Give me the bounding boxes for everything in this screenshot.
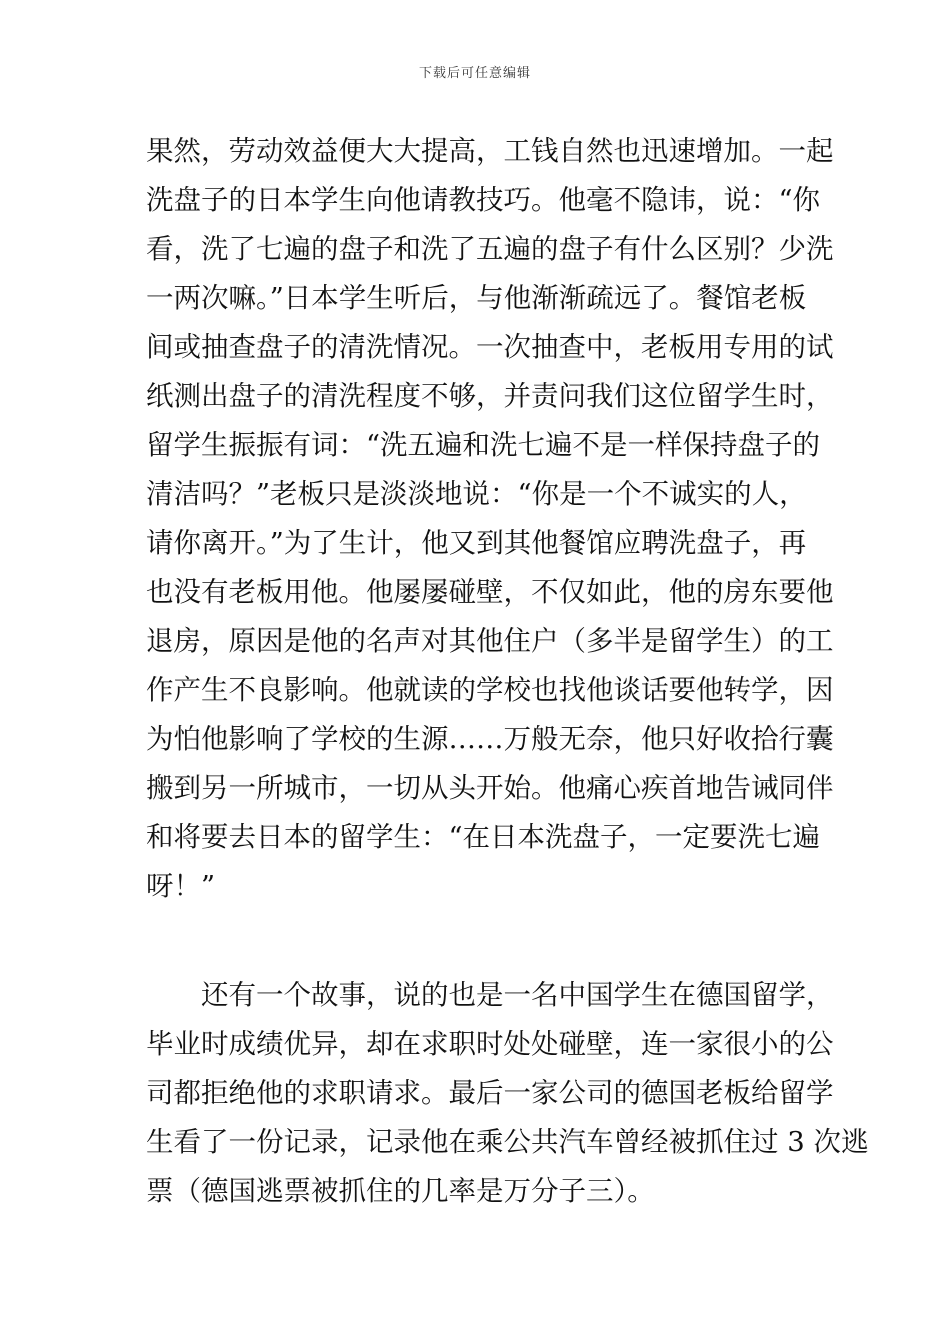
text-line: 作产生不良影响。他就读的学校也找他谈话要他转学，因	[146, 674, 834, 706]
text-line: 看，洗了七遍的盘子和洗了五遍的盘子有什么区别？少洗	[146, 233, 834, 265]
text-line: 生看了一份记录，记录他在乘公共汽车曾经被抓住过 3 次逃	[146, 1126, 869, 1158]
text-line: 退房，原因是他的名声对其他住户（多半是留学生）的工	[146, 625, 834, 657]
text-line: 毕业时成绩优异，却在求职时处处碰壁，连一家很小的公	[146, 1028, 834, 1060]
text-line: 果然，劳动效益便大大提高，工钱自然也迅速增加。一起	[146, 135, 834, 167]
text-line: 纸测出盘子的清洗程度不够，并责问我们这位留学生时，	[146, 380, 834, 412]
text-line: 还有一个故事，说的也是一名中国学生在德国留学，	[146, 979, 834, 1011]
text-line: 搬到另一所城市，一切从头开始。他痛心疾首地告诫同伴	[146, 772, 834, 804]
text-line: 和将要去日本的留学生：“在日本洗盘子，一定要洗七遍	[146, 821, 821, 853]
text-line: 清洁吗？”老板只是淡淡地说：“你是一个不诚实的人，	[146, 478, 807, 510]
text-line: 洗盘子的日本学生向他请教技巧。他毫不隐讳，说：“你	[146, 184, 821, 216]
paragraph-1	[146, 127, 834, 911]
page-header: 下载后可任意编辑	[418, 66, 531, 81]
text-line: 请你离开。”为了生计，他又到其他餐馆应聘洗盘子，再	[146, 527, 807, 559]
text-line: 为怕他影响了学校的生源……万般无奈，他只好收拾行囊	[146, 723, 834, 755]
text-line: 也没有老板用他。他屡屡碰壁，不仅如此，他的房东要他	[146, 576, 834, 608]
text-line: 呀！”	[146, 870, 216, 902]
text-line: 一两次嘛。”日本学生听后，与他渐渐疏远了。餐馆老板	[146, 282, 807, 314]
text-line: 间或抽查盘子的清洗情况。一次抽查中，老板用专用的试	[146, 331, 834, 363]
text-line: 留学生振振有词：“洗五遍和洗七遍不是一样保持盘子的	[146, 429, 821, 461]
text-line: 票（德国逃票被抓住的几率是万分子三）。	[146, 1175, 655, 1207]
paragraph-2	[146, 971, 869, 1216]
text-line: 司都拒绝他的求职请求。最后一家公司的德国老板给留学	[146, 1077, 834, 1109]
